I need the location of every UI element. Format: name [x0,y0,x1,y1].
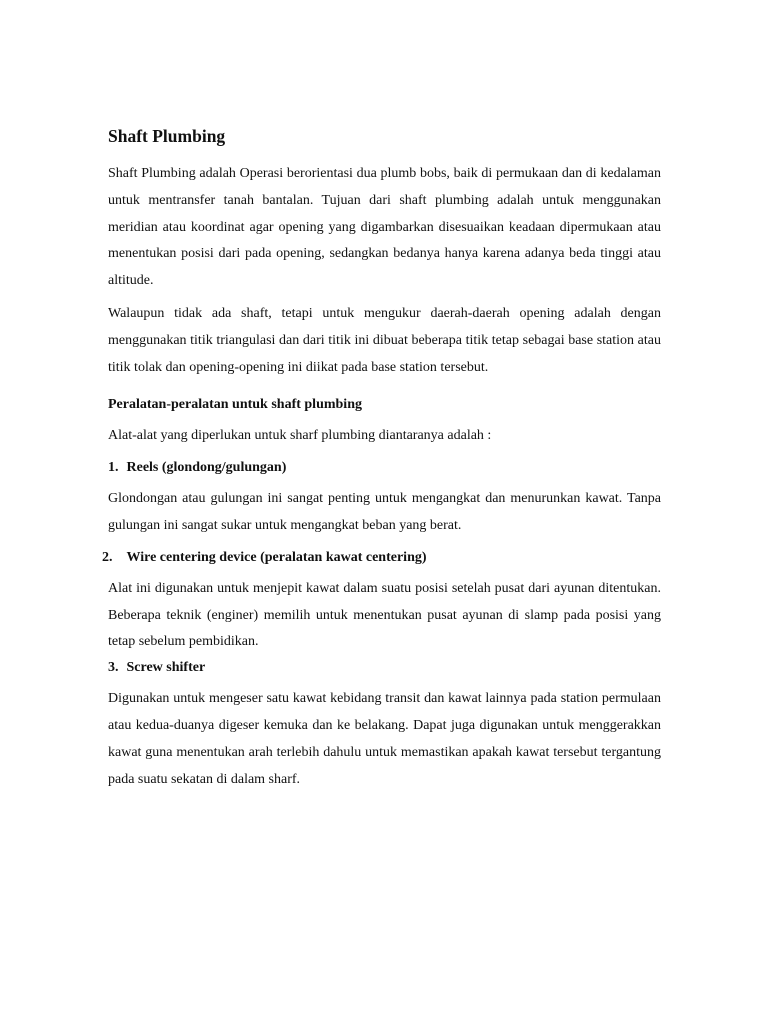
item-heading-1 [108,456,661,480]
paragraph-shaftless: Walaupun tidak ada shaft, tetapi untuk mengukur daerah-daerah opening adalah dengan menggunakan titik triangulasi dan dari titik ini dibuat beberapa titik tetap sebagai base station atau titik tolak dan opening-opening ini diikat pada base station tersebut. [108,305,661,375]
section-heading: Peralatan-peralatan untuk shaft plumbing [108,397,362,413]
item-heading-3 [108,656,661,680]
item-body-3: Digunakan untuk mengeser satu kawat kebidang transit dan kawat lainnya pada station permulaan atau kedua-duanya digeser kemuka dan ke belakang. Dapat juga digunakan untuk menggerakkan kawat guna menentukan arah terlebih dahulu untuk memastikan apakah kawat tersebut tergantung pada suatu sekatan di dalam sharf. [108,691,661,787]
item-number: 2. [102,549,113,565]
section-intro: Alat-alat yang diperlukan untuk sharf plumbing diantaranya adalah : [108,428,492,444]
paragraph-intro: Shaft Plumbing adalah Operasi berorientasi dua plumb bobs, baik di permukaan dan di kedalaman untuk mentransfer tanah bantalan. Tujuan dari shaft plumbing adalah untuk menggunakan meridian atau koordinat agar opening yang digambarkan disesuaikan keadaan dipermukaan atau menentukan posisi dari pada opening, sedangkan bedanya hanya karena adanya beda tinggi atau altitude. [108,166,661,289]
item-title: Screw shifter [126,660,206,676]
item-number: 3. [108,660,119,676]
document-body [102,124,661,799]
item-title: Reels (glondong/gulungan) [126,460,287,476]
item-number: 1. [108,460,119,476]
item-body-1: Glondongan atau gulungan ini sangat penting untuk mengangkat dan menurunkan kawat. Tanpa gulungan ini sangat sukar untuk mengangkat beban yang berat. [108,491,661,533]
item-title: Wire centering device (peralatan kawat centering) [126,549,427,565]
document-title: Shaft Plumbing [108,126,226,146]
item-body-2: Alat ini digunakan untuk menjepit kawat dalam suatu posisi setelah pusat dari ayunan ditentukan. Beberapa teknik (enginer) memilih untuk menentukan pusat ayunan di slamp pada posisi yang tetap sebelum pembidikan. [108,580,661,650]
item-heading-2 [102,546,661,570]
